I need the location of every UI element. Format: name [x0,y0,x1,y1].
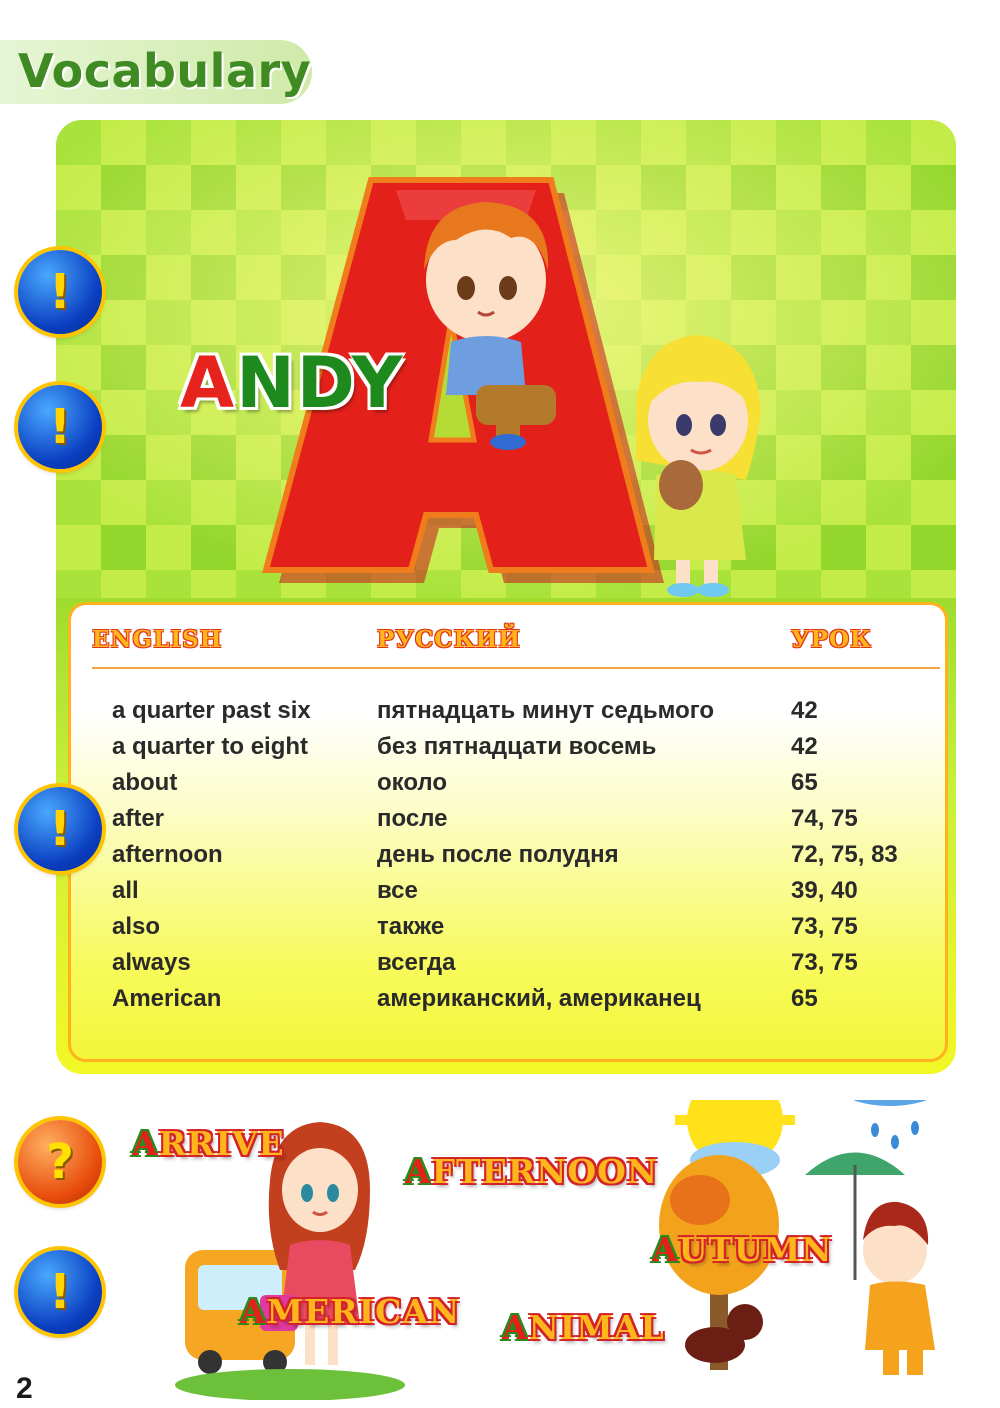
english-word: also [112,913,161,940]
word-arrive-rest: RRIVE [158,1124,285,1163]
hero-name-first-letter: A [180,342,237,424]
lesson-number: 39, 40 [791,877,858,904]
lesson-number: 65 [791,985,818,1012]
table-row [0,697,1000,733]
russian-translation: также [377,913,445,940]
english-word: American [112,985,222,1012]
exclamation-badge-icon: ! [18,385,102,469]
exclamation-badge-icon: ! [18,787,102,871]
header-lesson: УРОК [791,626,872,653]
lesson-number: 42 [791,733,818,760]
word-american [240,1292,460,1331]
lesson-number: 65 [791,769,818,796]
word-autumn-rest: UTUMN [678,1230,833,1269]
table-row [0,769,1000,805]
hero-name-rest: NDY [236,342,405,424]
russian-translation: день после полудня [377,841,619,868]
word-afternoon-rest: FTERNOON [431,1152,658,1191]
english-word: a quarter past six [112,697,311,724]
lesson-number: 73, 75 [791,913,858,940]
page-number: 2 [16,1372,33,1405]
header-english: ENGLISH [92,626,223,653]
word-autumn [652,1230,832,1269]
word-animal [502,1308,665,1347]
table-row [0,805,1000,841]
russian-translation: после [377,805,448,832]
exclamation-badge-icon: ! [18,1250,102,1334]
word-animal-rest: NIMAL [528,1308,665,1347]
table-row [0,985,1000,1021]
rain-cloud-icon [832,1100,948,1149]
lesson-number: 74, 75 [791,805,858,832]
question-badge-icon: ? [18,1120,102,1204]
table-row [0,841,1000,877]
english-word: after [112,805,165,832]
lesson-number: 42 [791,697,818,724]
word-afternoon [405,1152,658,1191]
word-afternoon-first-letter: A [405,1152,432,1191]
russian-translation: американский, американец [377,985,701,1012]
english-word: about [112,769,178,796]
page-title: Vocabulary [18,44,312,98]
table-row [0,949,1000,985]
word-american-first-letter: A [240,1292,267,1331]
english-word: always [112,949,191,976]
russian-translation: пятнадцать минут седьмого [377,697,715,724]
russian-translation: всегда [377,949,456,976]
word-arrive [132,1124,285,1163]
header-russian: РУССКИЙ [377,626,521,653]
word-animal-first-letter: A [502,1308,529,1347]
header-divider [92,667,940,669]
word-autumn-first-letter: A [652,1230,679,1269]
hero-name [180,342,404,424]
table-row [0,913,1000,949]
lesson-number: 72, 75, 83 [791,841,898,868]
table-row [0,733,1000,769]
word-american-rest: MERICAN [266,1292,461,1331]
russian-translation: все [377,877,418,904]
word-arrive-first-letter: A [132,1124,159,1163]
russian-translation: без пятнадцати восемь [377,733,657,760]
russian-translation: около [377,769,448,796]
bottom-illustrations [170,1100,970,1400]
english-word: all [112,877,139,904]
table-row [0,877,1000,913]
english-word: afternoon [112,841,223,868]
exclamation-badge-icon: ! [18,250,102,334]
lesson-number: 73, 75 [791,949,858,976]
english-word: a quarter to eight [112,733,309,760]
